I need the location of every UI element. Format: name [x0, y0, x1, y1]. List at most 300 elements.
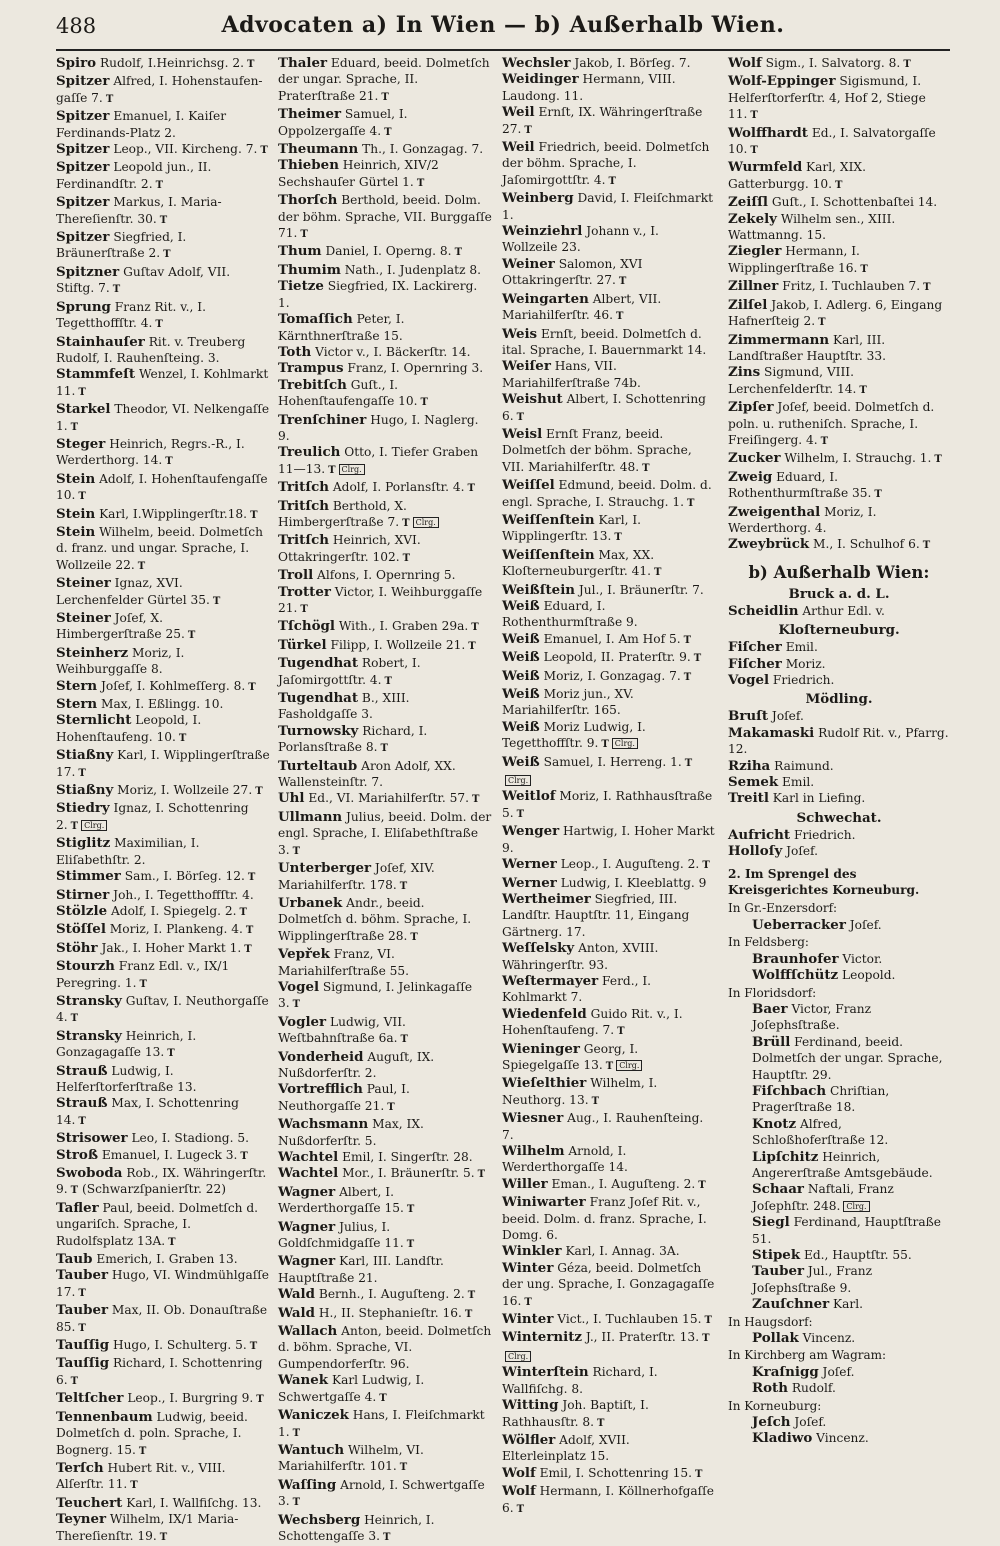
list-item: Steiner Ignaz, XVI. Lerchenfelder Gürtel 35. T	[56, 575, 221, 607]
list-item: Wolffſchütz Leopold.	[752, 967, 896, 984]
list-item: Kladiwo Vincenz.	[752, 1430, 869, 1447]
telephone-mark: T	[384, 126, 392, 138]
entry-name: Vortrefflich	[278, 1081, 363, 1098]
entry-name: Willer	[502, 1175, 548, 1192]
page-header	[56, 10, 950, 50]
clearing-badge: Clrg.	[616, 1060, 642, 1071]
list-item: Thorſch Berthold, beeid. Dolm. der böhm. Sprache, VII. Burggaſſe 71. T	[278, 192, 492, 241]
telephone-mark: T	[159, 1531, 168, 1543]
entry-name: Weiſſenſtein	[502, 511, 595, 528]
telephone-mark: T	[601, 739, 609, 751]
entry-name: Vogler	[278, 1013, 327, 1030]
entry-name: Wald	[278, 1286, 315, 1303]
telephone-mark: T	[78, 767, 86, 779]
list-item: Wieninger Georg, I. Spiegelgaſſe 13. T Clrg.	[502, 1041, 716, 1076]
telephone-mark: T	[683, 634, 692, 646]
list-item: Weiſſenſtein Max, XX. Kloſterneuburgerſtr. 41. T	[502, 546, 662, 579]
list-item: Wechsler Jakob, I. Börſeg. 7.	[502, 55, 691, 71]
list-item: Zimmermann Karl, III. Landſtraßer Hauptſtr. 33.	[728, 331, 887, 363]
telephone-mark: T	[464, 1308, 473, 1320]
entry-name: Waniczek	[278, 1407, 349, 1424]
telephone-mark: T	[402, 517, 410, 529]
list-item: Stransky Heinrich, I. Gonzagagaſſe 13. T	[56, 1027, 197, 1060]
entry-name: Kraſnigg	[752, 1363, 819, 1380]
entry-name: Steger	[56, 435, 106, 452]
list-item: Wachsmann Max, IX. Nußdorferſtr. 5.	[278, 1116, 424, 1148]
entry-name: Zucker	[728, 450, 781, 467]
list-item: Vepřek Franz, VI. Mariahilferſtraße 55.	[278, 946, 410, 978]
entry-name: Weinziehrl	[502, 223, 583, 240]
list-item: Tauber Jul., Franz Joſephsſtraße 9.	[752, 1263, 872, 1295]
entry-name: Theumann	[278, 141, 359, 158]
entry-name: Steiner	[56, 575, 111, 592]
entry-name: Weiſſel	[502, 477, 555, 494]
entry-name: Stein	[56, 523, 96, 540]
entry-name: Stipek	[752, 1247, 801, 1263]
telephone-mark: T	[410, 931, 418, 943]
entry-name: Wachtel	[278, 1149, 339, 1165]
list-item: Teltſcher Leop., I. Burgring 9. T	[56, 1390, 264, 1407]
list-item: Scheidlin Arthur Edl. v.	[728, 602, 885, 619]
telephone-mark: T	[416, 177, 425, 189]
place-heading: Kloſterneuburg.	[778, 622, 900, 639]
entry-name: Schaar	[752, 1181, 804, 1198]
telephone-mark: T	[292, 1427, 301, 1439]
list-item: Waniczek Hans, I. Fleiſchmarkt 1. T	[278, 1407, 485, 1439]
entry-name: Stein	[56, 505, 96, 522]
list-item: Wachtel Emil, I. Singerſtr. 28.	[278, 1149, 473, 1165]
telephone-mark: T	[250, 509, 258, 521]
list-item: Stöſſel Moriz, I. Plankeng. 4. T	[56, 921, 254, 938]
list-item: Wolf-Eppinger Sigismund, I. Helferſtorferſtr. 4, Hof 2, Stiege 11. T	[728, 73, 926, 122]
list-item: Wenger Hartwig, I. Hoher Markt 9.	[502, 823, 715, 855]
entry-name: Tauber	[56, 1302, 109, 1319]
entry-name: Zillner	[728, 278, 779, 295]
list-item: Stein Adolf, I. Hohenſtaufengaſſe 10. T	[56, 470, 268, 503]
list-item: Unterberger Joſef, XIV. Mariahilferſtr. 178. T	[278, 860, 435, 892]
telephone-mark: T	[247, 872, 256, 884]
telephone-mark: T	[702, 860, 710, 872]
telephone-mark: T	[596, 1417, 605, 1429]
clearing-badge: Clrg.	[413, 517, 439, 528]
entry-name: Ueberracker	[752, 916, 846, 933]
column-3	[502, 55, 716, 1515]
list-item: Stölzle Adolf, I. Spiegelg. 2. T	[56, 902, 247, 919]
entry-name: Weishut	[502, 391, 563, 408]
telephone-mark: T	[168, 1236, 176, 1248]
telephone-mark: T	[240, 1150, 248, 1162]
list-item: Tietze Siegfried, IX. Lackirerg. 1.	[278, 278, 478, 310]
place-heading: Mödling.	[805, 691, 873, 708]
entry-name: Tritſch	[278, 497, 329, 514]
list-item: Vogel Sigmund, I. Jelinkagaſſe 3. T	[278, 978, 473, 1011]
entry-name: Stiaßny	[56, 782, 114, 799]
location-label: In Gr.-Enzersdorf:	[728, 901, 838, 916]
list-item: Starkel Theodor, VI. Nelkengaſſe 1. T	[56, 401, 270, 433]
telephone-mark: T	[934, 454, 942, 466]
clearing-badge: Clrg.	[505, 1351, 531, 1362]
list-item: Thum Daniel, I. Operng. 8. T	[278, 243, 463, 260]
entry-name: Wachsmann	[278, 1116, 369, 1133]
list-item: Zipſer Joſef, beeid. Dolmetſch d. poln. u. rutheniſch. Sprache, I. Freiſingerg. 4. T	[728, 399, 935, 447]
page-number: 488	[56, 14, 97, 38]
entry-name: Wechsler	[502, 55, 571, 71]
entry-name: Wallach	[278, 1323, 338, 1340]
entry-name: Tritſch	[278, 479, 329, 496]
list-item: Trotter Victor, I. Weihburggaſſe 21. T	[278, 583, 483, 615]
list-item: Spitzer Leopold jun., II. Ferdinandſtr. 2. T	[56, 159, 212, 191]
entry-name: Roth	[752, 1380, 788, 1397]
list-item: Braunhofer Victor.	[752, 950, 883, 967]
telephone-mark: T	[138, 1445, 147, 1457]
entry-name: Stiglitz	[56, 835, 111, 852]
list-item: Thumim Nath., I. Judenplatz 8.	[278, 261, 481, 278]
entry-name: Weis	[502, 325, 538, 342]
entry-name: Fiſcher	[728, 655, 782, 672]
entry-name: Sternlicht	[56, 712, 132, 729]
list-item: Schaar Naftali, Franz Joſephſtr. 248. Clrg.	[752, 1181, 894, 1213]
entry-name: Tauſſig	[56, 1355, 110, 1372]
telephone-mark: T	[615, 311, 624, 323]
clearing-badge: Clrg.	[612, 738, 638, 749]
entry-name: Teyner	[56, 1511, 107, 1528]
entry-name: Weitlof	[502, 788, 556, 805]
list-item: Weiß Moriz Ludwig, I. Tegetthoffſtr. 9. T Clrg.	[502, 718, 646, 751]
list-item: Turteltaub Aron Adolf, XX. Wallensteinſtr. 7.	[278, 757, 456, 790]
entry-name: Tauber	[56, 1267, 109, 1284]
telephone-mark: T	[859, 384, 867, 396]
entry-name: Scheidlin	[728, 602, 799, 619]
entry-name: Wolffſchütz	[752, 967, 839, 984]
telephone-mark: T	[260, 145, 268, 157]
entry-name: Urbanek	[278, 894, 343, 911]
list-item: Roth Rudolf.	[752, 1380, 836, 1397]
entry-name: Uhl	[278, 790, 305, 807]
list-item: Strisower Leo, I. Stadiong. 5.	[56, 1130, 249, 1147]
list-item: Weißſtein Jul., I. Bräunerſtr. 7.	[502, 581, 704, 598]
list-item: Zins Sigmund, VIII. Lerchenfelderſtr. 14. T	[728, 364, 867, 396]
list-item: Strauß Max, I. Schottenring 14. T	[56, 1095, 239, 1127]
telephone-mark: T	[383, 1531, 391, 1543]
telephone-mark: T	[684, 757, 693, 769]
location-label: In Haugsdorf:	[728, 1314, 813, 1329]
entry-name: Wechsberg	[278, 1511, 361, 1528]
entry-name: Treulich	[278, 444, 341, 461]
list-item: Weil Friedrich, beeid. Dolmetſch der böhm. Sprache, I. Jaſomirgottſtr. 4. T	[502, 139, 710, 187]
entry-name: Strauß	[56, 1095, 108, 1112]
list-item: Stipek Ed., Hauptſtr. 55.	[752, 1247, 912, 1263]
telephone-mark: T	[874, 489, 882, 501]
list-item: Teuchert Karl, I. Wallfiſchg. 13.	[56, 1494, 262, 1511]
list-item: Wertheimer Siegfried, III. Landſtr. Hauptſtr. 11, Eingang Gärtnerg. 17.	[502, 890, 690, 939]
list-item: Turnowsky Richard, I. Porlansſtraße 8. T	[278, 722, 428, 755]
entry-name: Toth	[278, 343, 312, 360]
telephone-mark: T	[159, 214, 168, 226]
list-item: Weitlof Moriz, I. Rathhausſtraße 5. T	[502, 788, 713, 820]
list-item: Türkel Filipp, I. Wollzeile 21. T	[278, 636, 476, 653]
list-item: Siegl Ferdinand, Hauptſtraße 51.	[752, 1214, 941, 1246]
telephone-mark: T	[704, 1315, 712, 1327]
entry-name: Werner	[502, 874, 557, 891]
list-item: Witting Joh. Baptiſt, I. Rathhausſtr. 8. T	[502, 1397, 649, 1429]
entry-name: Stern	[56, 677, 98, 694]
list-item: Wolf Sigm., I. Salvatorg. 8. T	[728, 55, 911, 71]
clearing-badge: Clrg.	[339, 464, 365, 475]
list-item: Makamaski Rudolf Rit. v., Pfarrg. 12.	[728, 724, 949, 757]
entry-name: Stimmer	[56, 868, 121, 885]
list-item: Weis Ernſt, beeid. Dolmetſch d. ital. Sprache, I. Bauernmarkt 14.	[502, 325, 707, 357]
entry-name: Wald	[278, 1304, 315, 1321]
list-item: Weſtermayer Ferd., I. Kohlmarkt 7.	[502, 972, 652, 1005]
district-heading: 2. Im Sprengel des Kreisgerichtes Korneuburg.	[728, 866, 920, 898]
entry-name: Stourzh	[56, 958, 115, 975]
entry-name: Tennenbaum	[56, 1408, 153, 1425]
telephone-mark: T	[300, 604, 308, 615]
list-item: Fiſchbach Chriſtian, Pragerſtraße 18.	[752, 1082, 890, 1115]
entry-name: Braunhofer	[752, 950, 839, 967]
entry-name: Wiesner	[502, 1110, 564, 1127]
entry-name: Spitzer	[56, 229, 110, 246]
entry-name: Wachtel	[278, 1165, 339, 1182]
telephone-mark: T	[605, 1060, 614, 1072]
telephone-mark: T	[454, 247, 463, 259]
list-item: Spiro Rudolf, I.Heinrichsg. 2. T	[56, 55, 255, 71]
telephone-mark: T	[406, 1239, 415, 1251]
list-item: Stiaßny Karl, I. Wipplingerſtraße 17. T	[56, 747, 270, 779]
clearing-badge: Clrg.	[81, 820, 107, 831]
list-item: Wallach Anton, beeid. Dolmetſch d. böhm. Sprache, VI. Gumpendorferſtr. 96.	[278, 1323, 492, 1371]
telephone-mark: T	[399, 880, 408, 892]
list-item: Holloſy Joſef.	[728, 843, 819, 860]
telephone-mark: T	[384, 675, 392, 687]
telephone-mark: T	[112, 284, 121, 296]
list-item: Lipſchitz Heinrich, Angererſtraße Amtsgebäude.	[752, 1148, 933, 1180]
list-item: Sprung Franz Rit. v., I. Tegetthoffſtr. 4. T	[56, 298, 206, 331]
list-item: Kraſnigg Joſef.	[752, 1363, 855, 1380]
list-item: Tritſch Adolf, I. Porlansſtr. 4. T	[278, 479, 475, 496]
list-item: Winter Géza, beeid. Dolmetſch der ung. Sprache, I. Gonzagagaſſe 16. T	[502, 1259, 715, 1308]
telephone-mark: T	[70, 820, 79, 832]
telephone-mark: T	[406, 1204, 415, 1216]
entry-name: Wenger	[502, 823, 560, 840]
location-label: In Floridsdorf:	[728, 985, 817, 1000]
list-item: Wanek Karl Ludwig, I. Schwertgaſſe 4. T	[278, 1372, 425, 1404]
entry-name: Spitzer	[56, 194, 110, 211]
telephone-mark: T	[468, 640, 476, 652]
list-item: Spitzner Guſtav Adolf, VII. Stiftg. 7. T	[56, 263, 231, 296]
entry-name: Tſchögl	[278, 618, 335, 635]
list-item: Vortrefflich Paul, I. Neuthorgaſſe 21. T	[278, 1081, 410, 1113]
header-rule	[56, 49, 950, 51]
entry-name: Tietze	[278, 278, 324, 295]
telephone-mark: T	[239, 906, 247, 918]
entry-name: Weidinger	[502, 71, 579, 88]
telephone-mark: T	[687, 497, 695, 509]
entry-name: Knotz	[752, 1115, 797, 1132]
list-item: Wald Bernh., I. Auguſteng. 2. T	[278, 1286, 476, 1303]
entry-name: Wolf-Eppinger	[728, 73, 836, 90]
telephone-mark: T	[820, 435, 829, 447]
entry-name: Weisl	[502, 425, 543, 442]
entry-name: Zeiſſl	[728, 194, 768, 211]
list-item: Zekely Wilhelm sen., XIII. Wattmanng. 15.	[728, 210, 896, 243]
list-item: Zweigenthal Moriz, I. Werderthorg. 4.	[728, 503, 877, 535]
entry-name: Weſtermayer	[502, 972, 599, 989]
column-2	[278, 55, 492, 1543]
telephone-mark: T	[922, 540, 931, 552]
entry-name: Spiro	[56, 55, 97, 71]
entry-name: Treitl	[728, 790, 769, 807]
entry-name: Weiner	[502, 255, 555, 272]
telephone-mark: T	[516, 1503, 525, 1515]
telephone-mark: T	[155, 319, 163, 331]
telephone-mark: T	[472, 794, 480, 806]
telephone-mark: T	[178, 732, 187, 744]
entry-name: Thorſch	[278, 192, 338, 209]
entry-name: Stransky	[56, 1027, 122, 1044]
entry-name: Wagner	[278, 1183, 336, 1200]
list-item: Stern Max, I. Eßlingg. 10.	[56, 696, 224, 713]
telephone-mark: T	[702, 1333, 710, 1345]
entry-name: Stammfeſt	[56, 366, 136, 383]
entry-name: Werner	[502, 856, 557, 873]
list-item: Treulich Otto, I. Tiefer Graben 11—13. T Clrg.	[278, 444, 479, 476]
page-title: Advocaten a) In Wien — b) Außerhalb Wien.	[221, 12, 785, 38]
list-item: Stainhauſer Rit. v. Treuberg Rudolf, I. Rauhenſteing. 3.	[56, 333, 246, 365]
list-item: Terſch Hubert Rit. v., VIII. Alſerſtr. 11. T	[56, 1459, 226, 1492]
entry-name: Thieben	[278, 157, 339, 174]
telephone-mark: T	[165, 456, 173, 468]
telephone-mark: T	[245, 925, 254, 937]
list-item: Theimer Samuel, I. Oppolzergaſſe 4. T	[278, 106, 408, 138]
telephone-mark: T	[255, 786, 263, 798]
list-item: Tauſſig Hugo, I. Schulterg. 5. T	[56, 1337, 258, 1354]
telephone-mark: T	[903, 59, 911, 70]
list-item: Steger Heinrich, Regrs.-R., I. Werderthorg. 14. T	[56, 435, 245, 468]
entry-name: Tugendhat	[278, 655, 359, 672]
entry-name: Trebitſch	[278, 376, 347, 393]
entry-name: Spitzer	[56, 141, 110, 158]
telephone-mark: T	[618, 276, 627, 288]
list-item: Spitzer Markus, I. Maria-Thereſienſtr. 30. T	[56, 194, 222, 226]
list-item: Tauſſig Richard, I. Schottenring 6. T	[56, 1355, 263, 1387]
entry-name: Weiß	[502, 649, 540, 666]
entry-name: Baer	[752, 1000, 788, 1017]
entry-name: Trampus	[278, 360, 344, 377]
list-item: Wolf Emil, I. Schottenring 15. T	[502, 1464, 703, 1481]
entry-name: Ziegler	[728, 243, 782, 260]
entry-name: Zekely	[728, 210, 777, 227]
telephone-mark: T	[380, 743, 388, 755]
telephone-mark: T	[248, 681, 256, 693]
entry-name: Vogel	[278, 978, 320, 995]
entry-name: Tritſch	[278, 532, 329, 549]
list-item: Werner Leop., I. Auguſteng. 2. T	[502, 856, 710, 873]
list-item: Weingarten Albert, VII. Mariahilferſtr. 46. T	[502, 290, 662, 323]
list-item: Ullmann Julius, beeid. Dolm. der engl. Sprache, I. Eliſabethſtraße 3. T	[278, 808, 492, 857]
list-item: Weinziehrl Johann v., I. Wollzeile 23.	[502, 223, 659, 255]
list-item: Wolf Hermann, I. Köllnerhofgaſſe 6. T	[502, 1483, 714, 1515]
list-item: Wurmfeld Karl, XIX. Gatterburgg. 10. T	[728, 159, 866, 191]
entry-name: Winkler	[502, 1243, 562, 1260]
list-item: Winter Vict., I. Tuchlauben 15. T	[502, 1311, 712, 1328]
telephone-mark: T	[256, 1394, 264, 1406]
entry-name: Weißſtein	[502, 581, 576, 598]
list-item: Knotz Alfred, Schloßhoferſtraße 12.	[752, 1115, 889, 1148]
entry-name: Turteltaub	[278, 757, 358, 774]
list-item: Thieben Heinrich, XIV/2 Sechshauſer Gürtel 1. T	[278, 157, 439, 189]
telephone-mark: T	[750, 145, 758, 157]
telephone-mark: T	[78, 1115, 86, 1127]
entry-name: Trotter	[278, 583, 331, 600]
entry-name: Winterſtein	[502, 1364, 589, 1381]
list-item: Wechsberg Heinrich, I. Schottengaſſe 3. T	[278, 1511, 435, 1543]
entry-name: Fiſchbach	[752, 1082, 827, 1099]
list-item: Tomaſſich Peter, I. Kärnthnerſtraße 15.	[278, 311, 405, 343]
entry-name: Wantuch	[278, 1441, 345, 1458]
entry-name: Stiedry	[56, 800, 110, 817]
entry-name: Stöhr	[56, 939, 98, 956]
entry-name: Stainhauſer	[56, 333, 145, 350]
list-item: Pollak Vincenz.	[752, 1330, 856, 1347]
telephone-mark: T	[292, 999, 301, 1011]
telephone-mark: T	[693, 653, 702, 665]
entry-name: Stransky	[56, 992, 122, 1009]
entry-name: Waſſing	[278, 1476, 337, 1493]
telephone-mark: T	[78, 386, 86, 398]
entry-name: Kladiwo	[752, 1430, 813, 1447]
entry-name: Weiſer	[502, 358, 551, 375]
entry-name: Weiß	[502, 630, 540, 647]
telephone-mark: T	[654, 567, 662, 579]
list-item: Wantuch Wilhelm, VI. Mariahilferſtr. 101. T	[278, 1441, 424, 1474]
telephone-mark: T	[860, 263, 868, 275]
telephone-mark: T	[467, 483, 475, 495]
entry-name: Türkel	[278, 636, 327, 653]
list-item: Strauß Ludwig, I. Helferſtorferſtraße 13.	[56, 1062, 197, 1094]
entry-name: Tafler	[56, 1199, 99, 1216]
telephone-mark: T	[471, 622, 479, 634]
entry-name: Wieninger	[502, 1040, 580, 1057]
list-item: Bruſt Joſef.	[728, 708, 804, 725]
list-item: Teyner Wilhelm, IX/1 Maria-Thereſienſtr. 19. T	[56, 1511, 239, 1543]
entry-name: Steinherz	[56, 644, 129, 661]
list-item: Wald H., II. Stephanieſtr. 16. T	[278, 1304, 473, 1321]
list-item: Stiedry Ignaz, I. Schottenring 2. T Clrg.	[56, 800, 249, 832]
list-item: Thaler Eduard, beeid. Dolmetſch der ungar. Sprache, II. Praterſtraße 21. T	[278, 55, 490, 103]
column-1	[56, 55, 270, 1543]
list-item: Weishut Albert, I. Schottenring 6. T	[502, 391, 706, 423]
entry-name: Weil	[502, 139, 535, 156]
entry-name: Jeſch	[752, 1414, 791, 1431]
telephone-mark: T	[402, 552, 411, 564]
entry-name: Semek	[728, 774, 779, 791]
entry-name: Tugendhat	[278, 690, 359, 707]
list-item: Winkler Karl, I. Annag. 3A.	[502, 1243, 680, 1260]
entry-name: Wilhelm	[502, 1143, 565, 1159]
list-item: Winterſtein Richard, I. Wallfiſchg. 8.	[502, 1364, 658, 1396]
list-item: Wiesner Aug., I. Rauhenſteing. 7.	[502, 1110, 704, 1142]
telephone-mark: T	[467, 1290, 476, 1302]
telephone-mark: T	[163, 249, 171, 261]
list-item: Rziha Raimund.	[728, 757, 834, 774]
entry-name: Zins	[728, 364, 761, 381]
entry-name: Ullmann	[278, 808, 343, 825]
list-item: Fiſcher Emil.	[728, 639, 818, 656]
list-item: Zauſchner Karl.	[752, 1296, 863, 1313]
list-item: Weiſſel Edmund, beeid. Dolm. d. engl. Sprache, I. Strauchg. 1. T	[502, 477, 712, 509]
list-item: Sternlicht Leopold, I. Hohenſtaufeng. 10. T	[56, 712, 202, 744]
